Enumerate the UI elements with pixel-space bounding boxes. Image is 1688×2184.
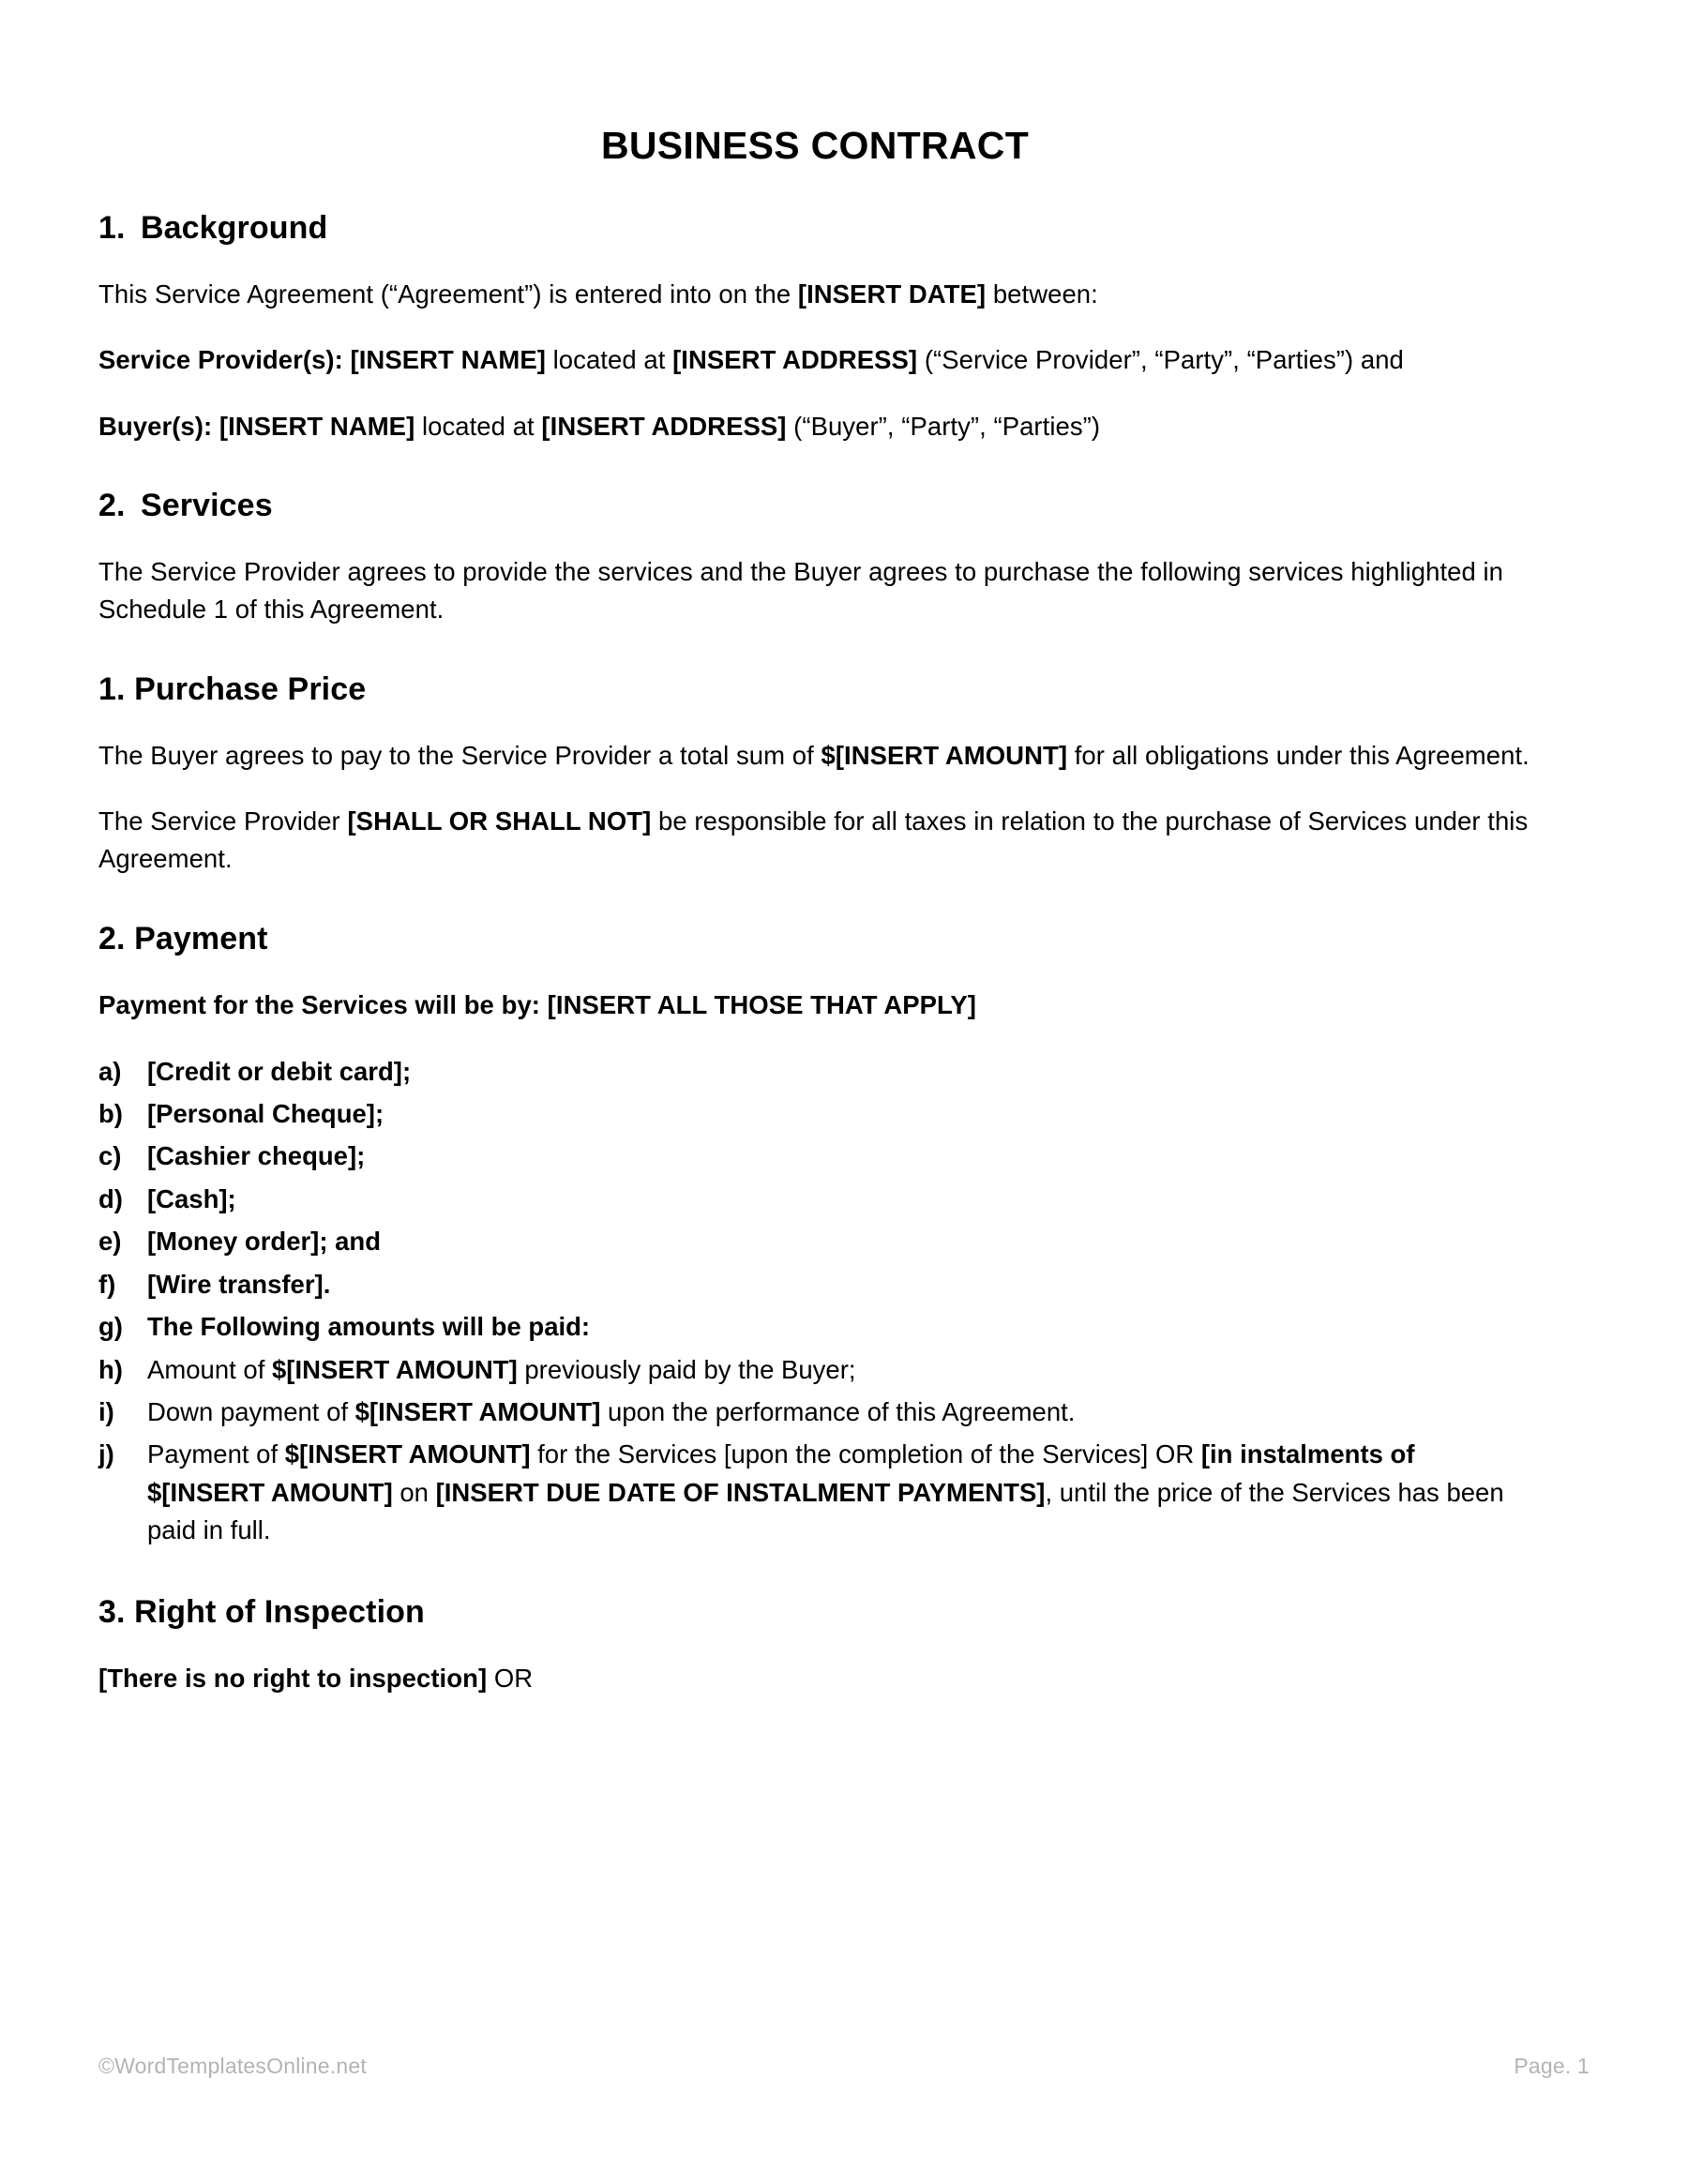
text-segment: for all obligations under this Agreement.: [1067, 740, 1530, 770]
placeholder-insert-amount: $[INSERT AMOUNT]: [821, 740, 1068, 770]
text-segment: for the Services [upon the completion of the Services] OR: [530, 1439, 1201, 1469]
text-segment: be responsible for all taxes in relation to the purchase of Services under this Agreement.: [98, 806, 1529, 874]
placeholder-insert-amount: $[INSERT AMOUNT]: [272, 1354, 518, 1384]
payment-methods-list: [98, 1024, 1531, 1552]
text-segment: , until the price of the Services has been paid in full.: [147, 1477, 1504, 1545]
text-segment: This Service Agreement (“Agreement”) is entered into on the: [98, 279, 798, 309]
text-segment: (“Service Provider”, “Party”, “Parties”) and: [917, 345, 1404, 375]
text-segment: previously paid by the Buyer;: [517, 1354, 856, 1384]
text-segment: Down payment of: [147, 1397, 355, 1426]
list-item-text: [147, 1053, 1531, 1091]
paragraph-total-sum: [98, 709, 1531, 775]
section-heading-background: [98, 168, 1531, 248]
list-item-text: [147, 1351, 1531, 1389]
text-segment: on: [392, 1477, 436, 1507]
text-segment: Payment of: [147, 1439, 285, 1469]
list-item-text: [147, 1137, 1531, 1175]
list-marker: f): [98, 1269, 116, 1299]
list-marker: c): [98, 1141, 122, 1171]
placeholder-insert-amount: $[INSERT AMOUNT]: [354, 1397, 601, 1426]
list-item: [98, 1392, 1531, 1434]
label-service-provider: Service Provider(s): [INSERT NAME]: [98, 345, 546, 375]
paragraph-payment-intro: [98, 958, 1531, 1024]
list-item: [98, 1093, 1531, 1136]
section-heading-right-of-inspection: [98, 1552, 1531, 1632]
section-title-right-of-inspection: Right of Inspection: [134, 1594, 425, 1631]
list-marker: d): [98, 1183, 123, 1213]
placeholder-insert-address: [INSERT ADDRESS]: [672, 345, 918, 375]
placeholder-insert-amount: $[INSERT AMOUNT]: [284, 1439, 531, 1469]
list-marker: g): [98, 1312, 123, 1342]
text-segment: Amount of: [147, 1354, 272, 1384]
footer-page-number: Page. 1: [1514, 2054, 1590, 2078]
list-item-text: [147, 1223, 1531, 1260]
section-title-services: Services: [141, 488, 273, 524]
text-segment: The Buyer agrees to pay to the Service Provider a total sum of: [98, 740, 821, 770]
placeholder-shall-or-shall-not: [SHALL OR SHALL NOT]: [347, 806, 652, 836]
list-item-text: [147, 1308, 1531, 1346]
list-item-bold: [Personal Cheque];: [147, 1099, 384, 1129]
section-heading-services: [98, 445, 1531, 525]
section-heading-payment: [98, 879, 1531, 958]
label-buyer: Buyer(s): [INSERT NAME]: [98, 411, 415, 441]
text-segment: located at: [545, 345, 673, 375]
list-item-bold: [Wire transfer].: [147, 1269, 331, 1299]
list-item-text: [147, 1436, 1531, 1549]
list-marker: e): [98, 1227, 122, 1257]
footer-copyright: ©WordTemplatesOnline.net: [98, 2054, 367, 2078]
text-segment: OR: [487, 1663, 534, 1693]
list-item-text: [147, 1393, 1531, 1431]
list-item: [98, 1348, 1531, 1391]
list-item: [98, 1434, 1531, 1552]
paragraph-taxes: [98, 775, 1531, 879]
placeholder-insert-date: [INSERT DATE]: [797, 279, 987, 309]
paragraph-inspection-option: [98, 1632, 1531, 1697]
text-segment: between:: [986, 279, 1098, 309]
text-segment: upon the performance of this Agreement.: [600, 1397, 1076, 1426]
section-number-right-of-inspection: 3.: [98, 1594, 126, 1631]
text-segment: The Service Provider: [98, 806, 348, 836]
list-item-bold: [Cashier cheque];: [147, 1141, 366, 1171]
section-number-payment: 2.: [98, 920, 126, 956]
page-footer: [98, 2054, 1590, 2079]
list-marker: a): [98, 1056, 122, 1086]
list-item: [98, 1263, 1531, 1305]
section-title-payment: Payment: [134, 920, 268, 956]
list-marker: b): [98, 1099, 123, 1129]
paragraph-agreement-date: [98, 248, 1531, 313]
list-item-text: [147, 1095, 1531, 1133]
placeholder-instalments: [in instalments of $[INSERT AMOUNT]: [147, 1439, 1415, 1507]
placeholder-insert-address: [INSERT ADDRESS]: [541, 411, 787, 441]
list-item-bold: The Following amounts will be paid:: [147, 1312, 591, 1342]
list-marker: i): [98, 1397, 114, 1426]
paragraph-buyer: [98, 380, 1531, 445]
document-body: [98, 0, 1531, 1697]
list-item-text: [147, 1266, 1531, 1303]
list-item: [98, 1306, 1531, 1348]
list-item: [98, 1221, 1531, 1263]
section-title-purchase-price: Purchase Price: [134, 670, 367, 707]
list-item-bold: [Cash];: [147, 1183, 236, 1213]
list-item-bold: [Money order]; and: [147, 1227, 382, 1257]
section-number-purchase-price: 1.: [98, 670, 126, 707]
list-item-text: [147, 1181, 1531, 1218]
section-heading-purchase-price: [98, 629, 1531, 709]
list-marker: h): [98, 1354, 123, 1384]
text-segment: located at: [414, 411, 542, 441]
list-item-bold: [Credit or debit card];: [147, 1056, 412, 1086]
paragraph-service-provider: [98, 313, 1531, 379]
section-number-background: 1.: [98, 210, 126, 247]
list-marker: j): [98, 1439, 114, 1469]
text-segment: (“Buyer”, “Party”, “Parties”): [786, 411, 1101, 441]
placeholder-insert-due-date: [INSERT DUE DATE OF INSTALMENT PAYMENTS]: [435, 1477, 1046, 1507]
paragraph-services-description: The Service Provider agrees to provide the services and the Buyer agrees to purchase the following services highlighted in Schedule 1 of this Agreement.: [98, 557, 1504, 625]
section-title-background: Background: [141, 210, 328, 247]
placeholder-no-right-to-inspection: [There is no right to inspection]: [98, 1663, 488, 1693]
section-number-services: 2.: [98, 488, 126, 524]
list-item: [98, 1178, 1531, 1220]
list-item: [98, 1136, 1531, 1178]
document-title: BUSINESS CONTRACT: [600, 124, 1030, 167]
payment-intro-text: Payment for the Services will be by: [INSERT ALL THOSE THAT APPLY]: [98, 989, 976, 1019]
list-item: [98, 1050, 1531, 1092]
